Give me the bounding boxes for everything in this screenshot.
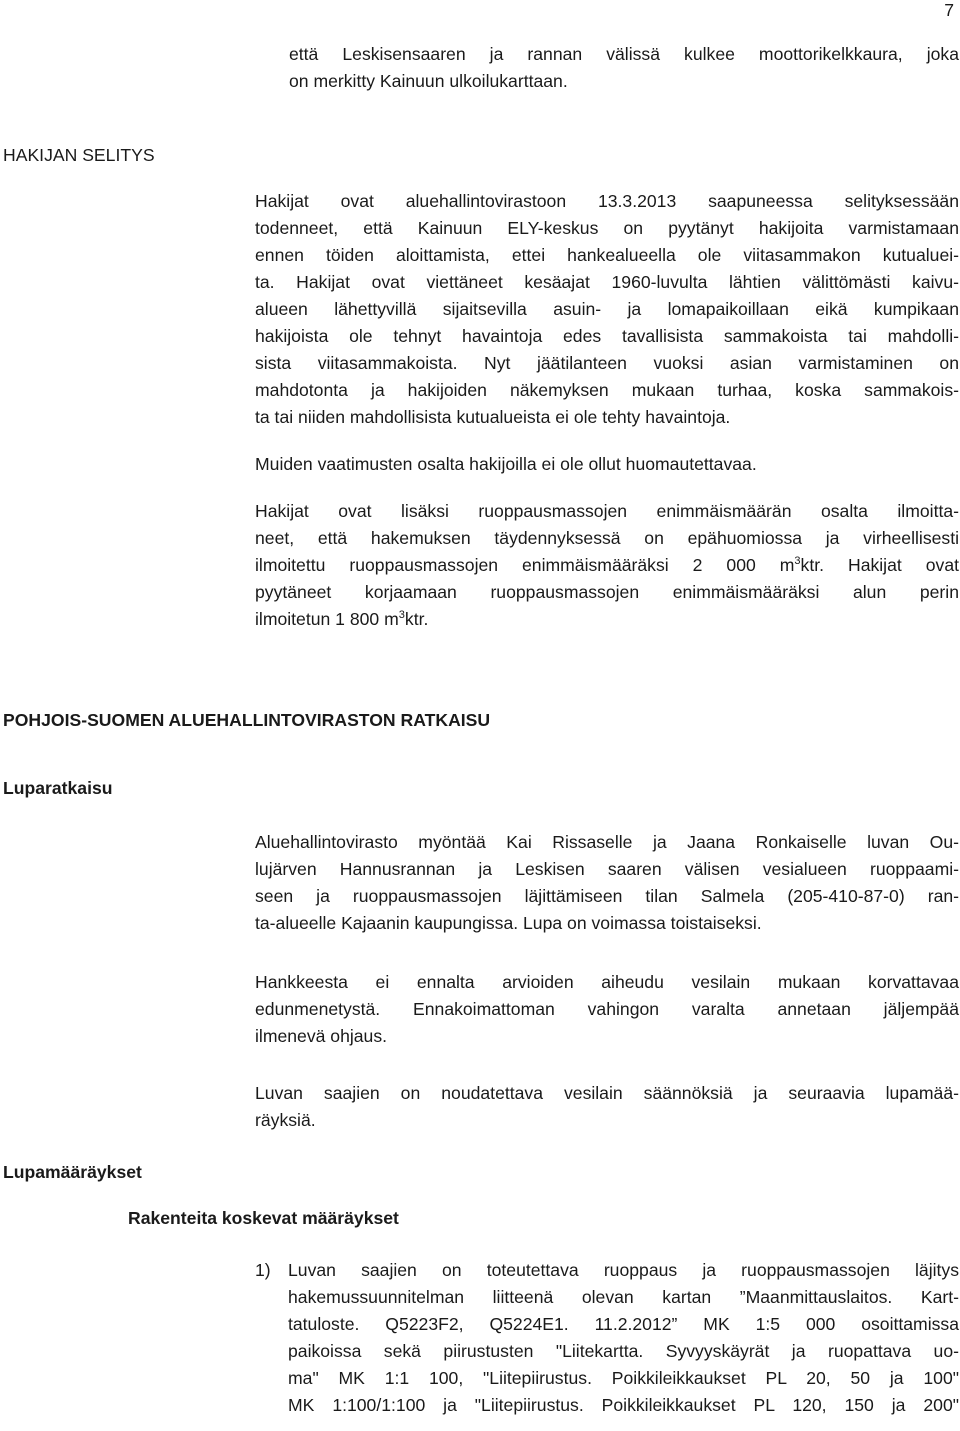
body-text-line: Hakijat ovat lisäksi ruoppausmassojen enimmäismäärän osalta ilmoitta- (255, 501, 959, 521)
body-text-line: Aluehallintovirasto myöntää Kai Rissaselle ja Jaana Ronkaiselle luvan Ou- (255, 832, 959, 852)
body-text-line: että Leskisensaaren ja rannan välissä kulkee moottorikelkkaura, joka (289, 44, 959, 64)
body-text-line: MK 1:100/1:100 ja "Liitepiirustus. Poikkileikkaukset PL 120, 150 ja 200" (288, 1395, 959, 1415)
section-heading: HAKIJAN SELITYS (3, 145, 155, 165)
body-text-line: todenneet, että Kainuun ELY-keskus on pyytänyt hakijoita varmistamaan (255, 218, 959, 238)
body-text-line: alueen lähettyvillä sijaitsevilla asuin- ja lomapaikoillaan eikä kumpikaan (255, 299, 959, 319)
body-text-line: on merkitty Kainuun ulkoilukarttaan. (289, 71, 568, 91)
body-text-line: pyytäneet korjaamaan ruoppausmassojen enimmäismääräksi alun perin (255, 582, 959, 602)
subsection-heading: Lupamääräykset (3, 1162, 142, 1182)
body-text-line: hakemussuunnitelman liitteenä olevan kartan ”Maanmittauslaitos. Kart- (288, 1287, 959, 1307)
body-text-line: Luvan saajien on noudatettava vesilain säännöksiä ja seuraavia lupamää- (255, 1083, 959, 1103)
body-text-line: lujärven Hannusrannan ja Leskisen saaren välisen vesialueen ruoppaami- (255, 859, 959, 879)
section-heading: POHJOIS-SUOMEN ALUEHALLINTOVIRASTON RATKAISU (3, 710, 491, 730)
body-text-line: Luvan saajien on toteutettava ruoppaus ja ruoppausmassojen läjitys (288, 1260, 959, 1280)
body-text-line: ilmenevä ohjaus. (255, 1026, 388, 1046)
body-text-line: tatuloste. Q5223F2, Q5224E1. 11.2.2012” MK 1:5 000 osoittamissa (288, 1314, 959, 1334)
body-text-line: Hankkeesta ei ennalta arvioiden aiheudu vesilain mukaan korvattavaa (255, 972, 959, 992)
body-text-line: ilmoitetun 1 800 $m^3ktr$. (255, 609, 429, 629)
body-text-line: ta. Hakijat ovat viettäneet kesäajat 1960-luvulta lähtien välittömästi kaivu- (255, 272, 959, 292)
body-text-line: ta tai niiden mahdollisista kutualueista ei ole tehty havaintoja. (255, 407, 731, 427)
body-text-line: ma" MK 1:1 100, "Liitepiirustus. Poikkileikkaukset PL 20, 50 ja 100" (288, 1368, 959, 1388)
body-text-line: Muiden vaatimusten osalta hakijoilla ei ole ollut huomautettavaa. (255, 454, 757, 474)
body-text-line: sista viitasammakoista. Nyt jäätilanteen vuoksi asian varmistaminen on (255, 353, 959, 373)
body-text-line: seen ja ruoppausmassojen läjittämiseen tilan Salmela (205-410-87-0) ran- (255, 886, 959, 906)
body-text-line: ilmoitettu ruoppausmassojen enimmäismääräksi 2 000 $m^3ktr$. Hakijat ovat (255, 555, 959, 575)
body-text-line: räyksiä. (255, 1110, 316, 1130)
page-number: 7 (944, 0, 954, 20)
subsection-heading: Luparatkaisu (3, 778, 113, 798)
body-text-line: ennen töiden aloittamista, ettei hankealueella ole viitasammakon kutualuei- (255, 245, 959, 265)
list-item-number: 1) (255, 1260, 271, 1280)
body-text-line: edunmenetystä. Ennakoimattoman vahingon varalta annetaan jäljempää (255, 999, 959, 1019)
subsection-heading: Rakenteita koskevat määräykset (128, 1208, 399, 1228)
body-text-line: Hakijat ovat aluehallintovirastoon 13.3.2013 saapuneessa selityksessään (255, 191, 959, 211)
body-text-line: ta-alueelle Kajaanin kaupungissa. Lupa on voimassa toistaiseksi. (255, 913, 762, 933)
body-text-line: mahdotonta ja hakijoiden näkemyksen mukaan turhaa, koska sammakois- (255, 380, 959, 400)
body-text-line: hakijoista ole tehnyt havaintoja edes tavallisista sammakoista tai mahdolli- (255, 326, 959, 346)
body-text-line: neet, että hakemuksen täydennyksessä on epähuomiossa ja virheellisesti (255, 528, 959, 548)
body-text-line: paikoissa sekä piirustusten "Liitekartta. Syvyyskäyrät ja ruopattava uo- (288, 1341, 959, 1361)
